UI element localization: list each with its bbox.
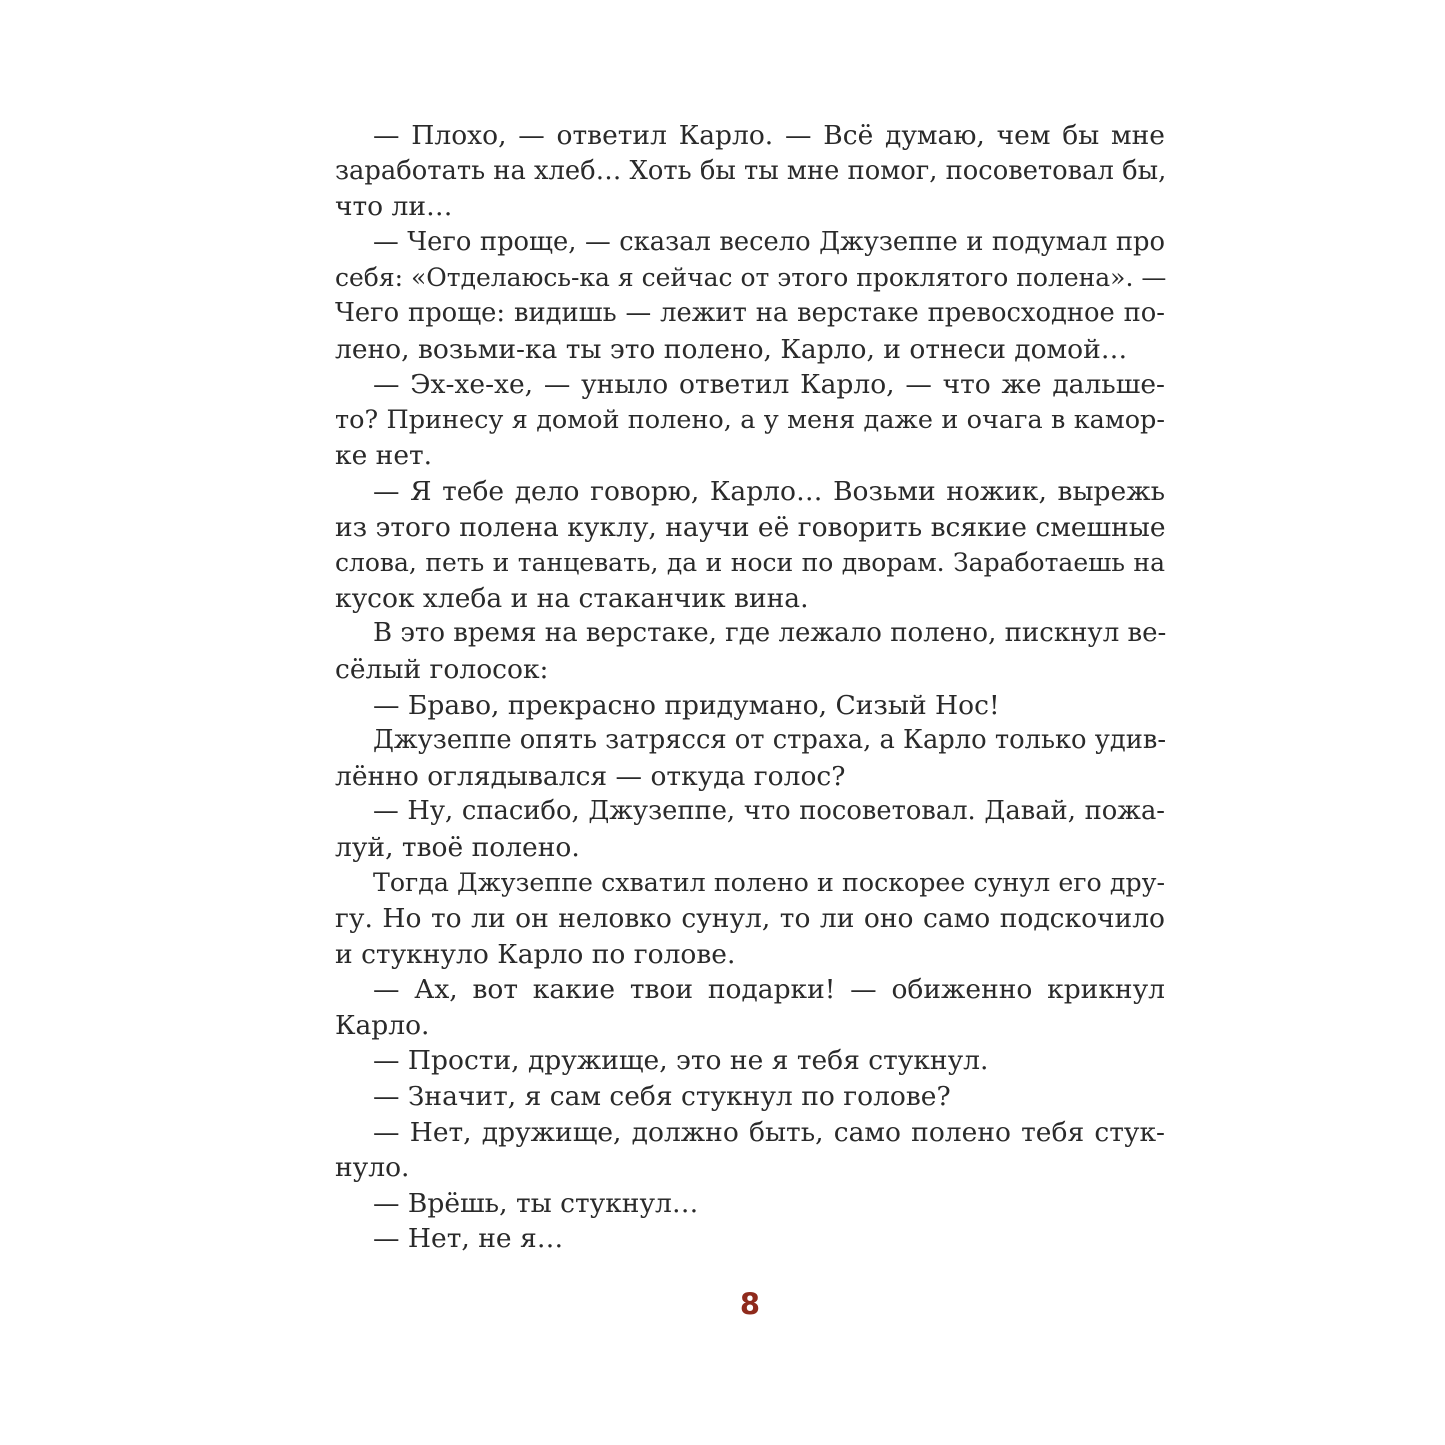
text-line: что ли… [335,191,453,223]
text-line: Джузеппе опять затрясся от страха, а Карло только удив- [373,725,1167,756]
text-line: сёлый голосок: [335,653,549,685]
text-line: В это время на верстаке, где лежало полено, пискнул ве- [373,618,1167,649]
text-line: кусок хлеба и на стаканчик вина. [335,582,809,614]
text-line: — Ну, спасибо, Джузеппе, что посоветовал. Давай, пожа- [373,796,1165,827]
text-line: и стукнуло Карло по голове. [335,938,736,970]
text-line: гу. Но то ли он неловко сунул, то ли оно само подскочило [335,903,1165,935]
text-line: — Чего проще, — сказал весело Джузеппе и подумал про [373,226,1165,257]
text-line: слова, петь и танцевать, да и носи по дворам. Заработаешь на [335,548,1165,578]
text-line: — Нет, дружище, должно быть, само полено тебя стук- [373,1116,1165,1148]
text-line: лено, возьми-ка ты это полено, Карло, и отнеси домой… [335,333,1128,365]
text-line: заработать на хлеб… Хоть бы ты мне помог, посоветовал бы, [335,155,1167,186]
text-line: ке нет. [335,440,433,472]
text-line: — Врёшь, ты стукнул… [373,1187,699,1219]
text-line: Тогда Джузеппе схватил полено и поскорее сунул его дру- [373,868,1165,898]
text-line: — Плохо, — ответил Карло. — Всё думаю, чем бы мне [373,120,1165,151]
text-line: — Прости, дружище, это не я тебя стукнул. [373,1045,989,1077]
page-number: 8 [739,1287,761,1321]
text-line: Чего проще: видишь — лежит на верстаке превосходное по- [335,297,1165,328]
text-line: — Эх-хе-хе, — уныло ответил Карло, — что же дальше- [373,369,1165,401]
text-line: луй, твоё полено. [335,831,580,863]
text-line: — Я тебе дело говорю, Карло… Возьми ножик, вырежь [373,475,1165,507]
text-line: себя: «Отделаюсь-ка я сейчас от этого проклятого полена». — [335,263,1167,293]
text-line: то? Принесу я домой полено, а у меня даже и очага в камор- [335,404,1165,435]
text-line: Карло. [335,1009,430,1041]
text-line: из этого полена куклу, научи её говорить всякие смешные [335,511,1166,543]
text-line: — Значит, я сам себя стукнул по голове? [373,1081,951,1113]
text-line: — Нет, не я… [373,1223,564,1255]
text-line: лённо оглядывался — откуда голос? [335,760,846,792]
text-line: — Браво, прекрасно придумано, Сизый Нос! [373,689,1000,721]
body-text [335,118,1165,1257]
text-line: — Ах, вот какие твои подарки! — обиженно крикнул [373,974,1165,1006]
text-line: нуло. [335,1152,410,1184]
